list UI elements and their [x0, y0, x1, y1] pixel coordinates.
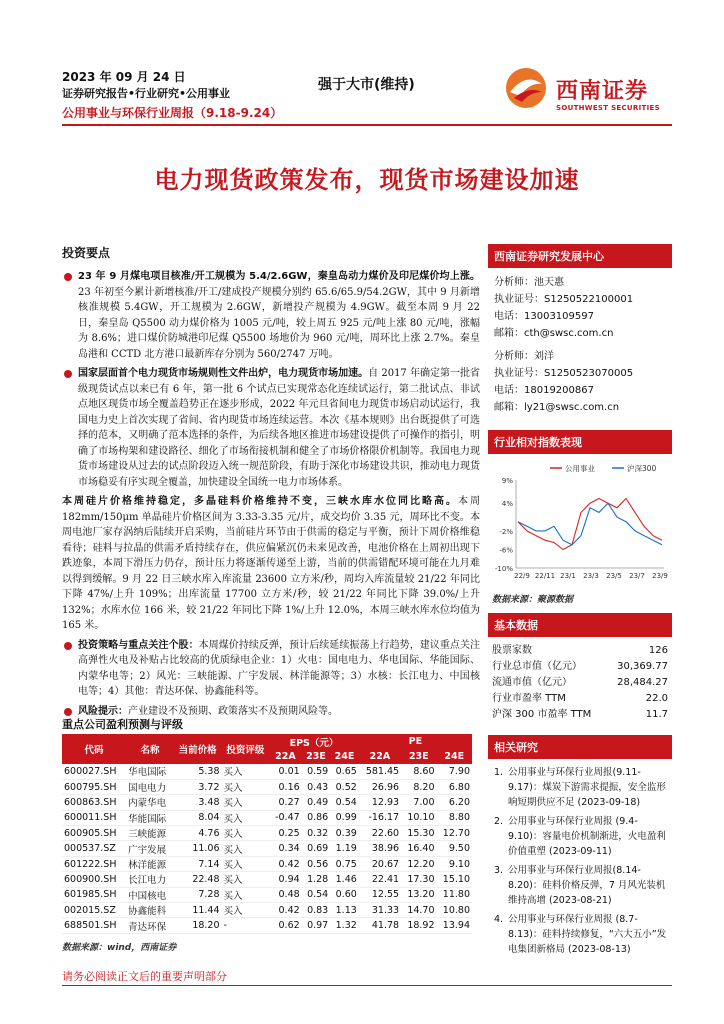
table-cell-e1: 0.01	[269, 764, 301, 779]
related-report-item[interactable]	[494, 814, 672, 859]
related-heading: 相关研究	[488, 735, 672, 759]
table-cell-p1: 31.33	[359, 903, 401, 918]
table-cell-e2: 0.86	[302, 810, 331, 825]
table-cell-e2: 0.56	[302, 856, 331, 871]
col-year: 24E	[437, 749, 472, 764]
bullet-icon	[64, 370, 72, 378]
basic-data-value: 11.7	[645, 709, 668, 720]
table-cell-p1: 581.45	[359, 764, 401, 779]
highlight-coal-body: 23 年初至今累计新增核准/开工/建成投产规模分别约 65.6/65.9/54.2GW，其中 9 月新增核准规模 5.4GW，开工规模为 2.6GW，新增投产规模为 4.9GW。截至本周 9 月 22 日，秦皇岛 Q5500 动力煤价格为 1005 元/吨，较上周五 925 元/吨上涨 80 元/吨，涨幅为 8.6%；进口煤价防城港印尼煤 Q5500 场地价为 960 元/吨，周环比上涨 2.7%。秦皇岛港和 CCTD 北方港口最新库存分别为 560/2747 万吨。	[78, 286, 480, 360]
analyst-1	[488, 274, 672, 416]
table-cell-name: 青达环保	[126, 918, 174, 933]
table-cell-rating: 买入	[222, 826, 270, 841]
table-cell-p1: 22.41	[359, 872, 401, 887]
chart-heading: 行业相对指数表现	[488, 430, 672, 454]
col-code: 代码	[62, 734, 126, 764]
table-row	[62, 887, 472, 902]
x-tick-label: 22/11	[534, 572, 556, 580]
header-divider	[62, 124, 672, 126]
col-year: 23E	[401, 749, 436, 764]
analyst-1-name: 分析师：池天惠	[494, 277, 564, 288]
table-row	[62, 872, 472, 887]
basic-data-label: 沪深 300 市盈率 TTM	[492, 709, 592, 720]
related-report-text: 公用事业与环保行业周报(8.14-8.20)：硅料价格反弹，7 月风光装机维持高增 (2023-08-21)	[508, 865, 666, 906]
basic-data-value: 28,484.27	[617, 677, 668, 688]
analyst-2-phone: 电话：18019200867	[494, 385, 594, 396]
table-cell-p2: 8.20	[401, 779, 436, 794]
basic-data-row	[488, 707, 672, 723]
table-cell-e1: 0.42	[269, 903, 301, 918]
table-cell-rating: 买入	[222, 903, 270, 918]
table-cell-e3: 1.32	[330, 918, 359, 933]
related-list	[488, 765, 672, 957]
related-report-number: 4.	[494, 914, 504, 925]
table-cell-rating: 买入	[222, 764, 270, 779]
x-tick-label: 23/9	[652, 572, 668, 580]
x-tick-label: 23/7	[629, 572, 645, 580]
table-cell-price: 18.20	[174, 918, 222, 933]
highlight-coal	[62, 269, 480, 362]
related-report-text: 公用事业与环保行业周报 (8.7-8.13)：硅料持续修复，“六大五小”发电集团新格局 (2023-08-13)	[508, 914, 667, 955]
table-cell-code: 688501.SH	[62, 918, 126, 933]
table-row	[62, 764, 472, 779]
table-cell-p3: 9.10	[437, 856, 472, 871]
report-date: 2023 年 09 月 24 日	[62, 70, 186, 84]
table-cell-e2: 0.54	[302, 887, 331, 902]
related-report-item[interactable]	[494, 912, 672, 957]
related-report-text: 公用事业与环保行业周报(9.11-9.17)：煤炭下游需求提振，安全监形响短期供应不足 (2023-09-18)	[508, 767, 666, 808]
table-cell-p2: 7.00	[401, 795, 436, 810]
table-cell-p1: -16.17	[359, 810, 401, 825]
related-report-text: 公用事业与环保行业周报 (9.4-9.10)：容量电价机制渐进，火电盈利价值重塑 (2023-09-11)	[508, 816, 666, 857]
highlight-solar-body: 本周 182mm/150μm 单晶硅片价格区间为 3.33-3.35 元/片，成交均价 3.35 元，周环比不变。本周电池厂家存涡纳后陆续开启采购，当前硅片环节由于供需的稳定与平衡，预计下周价格维稳看待；硅料与拉晶的供需矛盾持续存在，供应偏紧沉仍未来见改善，电池价格在上周初出现下跌迹象，本周下滑压力仍存，预计压力将逐渐传递至上游，当前的供需错配环境可能在九月难以得到缓解。9 月 22 日三峡水库入库流量 23600 立方米/秒，周均入库流量较 21/22 年同比下降 47%/上升 109%；出库流量 17700 立方米/秒，较 21/22 年同比下降 39.0%/上升 132%；水库水位 166 米，较 21/22 年同比下降 1%/上升 12.0%，本周三峡水库水位均值为 165 米。	[62, 496, 480, 631]
table-cell-code: 600863.SH	[62, 795, 126, 810]
highlight-spot-lead: 国家层面首个电力现货市场规则性文件出炉，电力现货市场加速。	[78, 368, 369, 379]
basic-data-value: 30,369.77	[617, 661, 668, 672]
col-year: 24E	[330, 749, 359, 764]
analyst-2-license: 执业证号：S1250523070005	[494, 368, 634, 379]
table-cell-rating: 买入	[222, 795, 270, 810]
table-cell-p3: 12.70	[437, 826, 472, 841]
table-cell-code: 600011.SH	[62, 810, 126, 825]
table-cell-price: 11.06	[174, 841, 222, 856]
basic-data-table	[488, 643, 672, 723]
table-cell-p2: 17.30	[401, 872, 436, 887]
related-report-number: 1.	[494, 767, 504, 778]
table-cell-p2: 18.92	[401, 918, 436, 933]
report-series: 公用事业与环保行业周报（9.18-9.24）	[62, 106, 283, 120]
table-cell-code: 000537.SZ	[62, 841, 126, 856]
highlight-strategy-body: 本周煤价持续反弹，预计后续延续振荡上行趋势，建议重点关注高弹性火电及补贴占比较高的优质绿电企业：1）火电：国电电力、华电国际、华能国际、内蒙华电等；2）风光：三峡能源、广宇发展、林洋能源等；3）水核：长江电力、中国核电等；4）其他：青达环保、协鑫能科等。	[78, 639, 481, 697]
highlight-risk-lead: 风险提示：	[78, 705, 128, 717]
table-cell-e3: 0.52	[330, 779, 359, 794]
sidebar	[488, 244, 672, 961]
table-cell-p1: 12.55	[359, 887, 401, 902]
table-cell-code: 600900.SH	[62, 872, 126, 887]
basic-data-label: 行业市盈率 TTM	[492, 693, 566, 704]
table-cell-rating: 买入	[222, 872, 270, 887]
table-cell-e2: 1.28	[302, 872, 331, 887]
analyst-1-phone: 电话：13003109597	[494, 311, 594, 322]
table-cell-name: 中国核电	[126, 887, 174, 902]
related-report-item[interactable]	[494, 863, 672, 908]
table-cell-e1: 0.25	[269, 826, 301, 841]
table-cell-e2: 0.69	[302, 841, 331, 856]
financials-heading: 重点公司盈利预测与评级	[62, 718, 183, 731]
footer-divider	[62, 985, 672, 986]
table-cell-p3: 11.80	[437, 887, 472, 902]
analyst-2-name: 分析师：刘洋	[494, 351, 554, 362]
table-row	[62, 856, 472, 871]
analyst-1-email[interactable]: 邮箱：cth@swsc.com.cn	[494, 328, 614, 339]
related-report-number: 2.	[494, 816, 504, 827]
table-cell-name: 华电国际	[126, 764, 174, 779]
analyst-heading: 西南证券研究发展中心	[488, 244, 672, 268]
table-cell-code: 600027.SH	[62, 764, 126, 779]
legend-label: 沪深300	[627, 464, 657, 473]
table-cell-p1: 12.93	[359, 795, 401, 810]
highlight-coal-lead: 23 年 9 月煤电项目核准/开工规模为 5.4/2.6GW，秦皇岛动力煤价及印尼煤价均上涨。	[78, 271, 480, 282]
table-row	[62, 841, 472, 856]
table-cell-p2: 13.20	[401, 887, 436, 902]
table-cell-p1: 20.67	[359, 856, 401, 871]
table-cell-rating: -	[222, 918, 270, 933]
table-cell-e3: 0.39	[330, 826, 359, 841]
table-cell-p2: 15.30	[401, 826, 436, 841]
table-cell-e2: 0.43	[302, 779, 331, 794]
y-tick-label: -10%	[494, 565, 513, 573]
y-tick-label: 4%	[501, 500, 513, 509]
table-cell-rating: 买入	[222, 810, 270, 825]
table-cell-p3: 6.80	[437, 779, 472, 794]
table-cell-price: 3.48	[174, 795, 222, 810]
table-cell-e1: 0.34	[269, 841, 301, 856]
table-cell-e3: 0.60	[330, 887, 359, 902]
table-cell-name: 协鑫能科	[126, 903, 174, 918]
table-cell-p1: 26.96	[359, 779, 401, 794]
col-year: 23E	[302, 749, 331, 764]
basic-data-label: 流通市值（亿元）	[492, 677, 572, 688]
bullet-icon	[64, 642, 72, 650]
table-cell-e2: 0.97	[302, 918, 331, 933]
table-cell-e3: 0.99	[330, 810, 359, 825]
report-title: 电力现货政策发布，现货市场建设加速	[154, 166, 580, 194]
table-cell-e1: 0.62	[269, 918, 301, 933]
basic-data-heading: 基本数据	[488, 613, 672, 637]
table-cell-e3: 0.54	[330, 795, 359, 810]
series-line-2	[518, 503, 662, 545]
report-category: 证券研究报告•行业研究•公用事业	[62, 87, 231, 100]
related-report-item[interactable]	[494, 765, 672, 810]
highlight-strategy	[62, 638, 480, 700]
col-rating: 投资评级	[222, 734, 270, 764]
x-tick-label: 23/1	[560, 572, 576, 580]
basic-data-row	[488, 643, 672, 659]
table-cell-p3: 10.80	[437, 903, 472, 918]
table-cell-e3: 1.13	[330, 903, 359, 918]
related-report-number: 3.	[494, 865, 504, 876]
table-cell-price: 7.28	[174, 887, 222, 902]
table-row	[62, 779, 472, 794]
analyst-1-license: 执业证号：S1250522100001	[494, 294, 634, 305]
financials-table	[62, 734, 472, 934]
table-cell-code: 601222.SH	[62, 856, 126, 871]
table-cell-e2: 0.32	[302, 826, 331, 841]
table-cell-e1: 0.94	[269, 872, 301, 887]
industry-rating: 强于大市(维持)	[318, 77, 415, 93]
col-price: 当前价格	[174, 734, 222, 764]
table-cell-e3: 1.19	[330, 841, 359, 856]
y-tick-label: 9%	[501, 477, 513, 485]
table-cell-p2: 10.10	[401, 810, 436, 825]
table-cell-name: 国电电力	[126, 779, 174, 794]
table-cell-rating: 买入	[222, 856, 270, 871]
highlight-solar-lead: 本周硅片价格维持稳定，多晶硅料价格维持不变，三峡水库水位同比略高。	[62, 496, 458, 507]
highlight-spot-body: 自 2017 年确定第一批省级现货试点以来已有 6 年，第一批 6 个试点已实现常态化连续试运行，第二批试点、非试点地区现货市场全覆盖趋势正在逐步形成，2022 年元旦省间电力现货市场启动试运行，我国电力史上首次实现了省间、省内现货市场连续运营。本次《基本规则》出台既提供了可选择的范本，又明确了范本选择的条件，为后续各地区推进市场建设提供了可操作的指引，明确了市场构架和建设路径、细化了市场衔接机制和健全了市场价格限价机制等。我国电力现货市场建设从过去的试点阶段迈入统一规范阶段，有助于深化市场建设共识，推动电力现货市场稳妥有序实现全覆盖，加快建设全国统一电力市场体系。	[78, 368, 481, 488]
table-cell-e1: 0.48	[269, 887, 301, 902]
table-cell-p3: 6.20	[437, 795, 472, 810]
table-cell-code: 601985.SH	[62, 887, 126, 902]
company-logo-text: 西南证券	[556, 78, 649, 104]
highlight-solar-hydro	[62, 494, 480, 634]
investment-highlights	[62, 244, 480, 723]
y-tick-label: -2%	[499, 527, 513, 536]
col-year: 22A	[269, 749, 301, 764]
table-cell-e3: 1.46	[330, 872, 359, 887]
table-cell-e3: 0.75	[330, 856, 359, 871]
bullet-icon	[64, 273, 72, 281]
basic-data-label: 股票家数	[492, 645, 532, 656]
table-row	[62, 918, 472, 933]
table-cell-p2: 16.40	[401, 841, 436, 856]
table-cell-p3: 15.10	[437, 872, 472, 887]
table-cell-e1: 0.27	[269, 795, 301, 810]
table-cell-price: 4.76	[174, 826, 222, 841]
series-line-1	[518, 499, 662, 550]
col-year: 22A	[359, 749, 401, 764]
table-cell-p3: 13.94	[437, 918, 472, 933]
table-cell-p1: 41.78	[359, 918, 401, 933]
table-cell-e2: 0.59	[302, 764, 331, 779]
x-tick-label: 23/5	[606, 572, 622, 580]
basic-data-label: 行业总市值（亿元）	[492, 661, 582, 672]
analyst-2-email[interactable]: 邮箱：ly21@swsc.com.cn	[494, 402, 620, 413]
basic-data-value: 126	[648, 645, 668, 656]
table-cell-e1: -0.47	[269, 810, 301, 825]
table-cell-e2: 0.83	[302, 903, 331, 918]
table-cell-name: 华能国际	[126, 810, 174, 825]
table-cell-e1: 0.16	[269, 779, 301, 794]
basic-data-row	[488, 691, 672, 707]
table-row	[62, 826, 472, 841]
bullet-icon	[64, 708, 72, 716]
table-cell-price: 22.48	[174, 872, 222, 887]
table-cell-code: 002015.SZ	[62, 903, 126, 918]
table-cell-price: 7.14	[174, 856, 222, 871]
basic-data-value: 22.0	[645, 693, 668, 704]
x-tick-label: 23/3	[583, 572, 599, 580]
basic-data-row	[488, 659, 672, 675]
table-cell-p1: 22.60	[359, 826, 401, 841]
table-cell-price: 8.04	[174, 810, 222, 825]
table-cell-price: 5.38	[174, 764, 222, 779]
highlights-heading: 投资要点	[62, 246, 111, 260]
table-cell-p2: 14.70	[401, 903, 436, 918]
table-cell-e1: 0.42	[269, 856, 301, 871]
table-row	[62, 795, 472, 810]
table-cell-e2: 0.49	[302, 795, 331, 810]
table-cell-code: 600905.SH	[62, 826, 126, 841]
table-cell-code: 600795.SH	[62, 779, 126, 794]
company-logo-english: SOUTHWEST SECURITIES	[556, 104, 660, 112]
table-cell-rating: 买入	[222, 887, 270, 902]
highlight-strategy-lead: 投资策略与重点关注个股：	[78, 639, 199, 651]
table-cell-rating: 买入	[222, 779, 270, 794]
table-cell-name: 长江电力	[126, 872, 174, 887]
table-cell-e3: 0.65	[330, 764, 359, 779]
table-cell-p3: 7.90	[437, 764, 472, 779]
legend-label: 公用事业	[565, 464, 595, 473]
table-cell-price: 11.44	[174, 903, 222, 918]
disclaimer-note[interactable]: 请务必阅读正文后的重要声明部分	[62, 970, 227, 983]
table-cell-price: 3.72	[174, 779, 222, 794]
financials-source: 数据来源：wind，西南证券	[62, 943, 177, 953]
highlight-spot-market	[62, 366, 480, 490]
table-cell-name: 内蒙华电	[126, 795, 174, 810]
y-tick-label: -6%	[499, 546, 513, 555]
col-name: 名称	[126, 734, 174, 764]
table-cell-name: 三峡能源	[126, 826, 174, 841]
highlight-risk-body: 产业建设不及预期、政策落实不及预期风险等。	[128, 705, 338, 717]
table-cell-p1: 38.96	[359, 841, 401, 856]
chart-source: 数据来源：聚源数据	[492, 595, 574, 605]
basic-data-row	[488, 675, 672, 691]
col-eps: EPS（元）	[269, 734, 359, 749]
table-cell-name: 广宇发展	[126, 841, 174, 856]
col-pe: PE	[359, 734, 472, 749]
table-row	[62, 903, 472, 918]
table-cell-p3: 9.50	[437, 841, 472, 856]
relative-index-chart	[488, 460, 672, 586]
table-cell-p3: 8.80	[437, 810, 472, 825]
table-cell-rating: 买入	[222, 841, 270, 856]
table-cell-name: 林洋能源	[126, 856, 174, 871]
table-row	[62, 810, 472, 825]
x-tick-label: 22/9	[514, 572, 530, 580]
table-cell-p2: 8.60	[401, 764, 436, 779]
table-cell-p2: 12.20	[401, 856, 436, 871]
